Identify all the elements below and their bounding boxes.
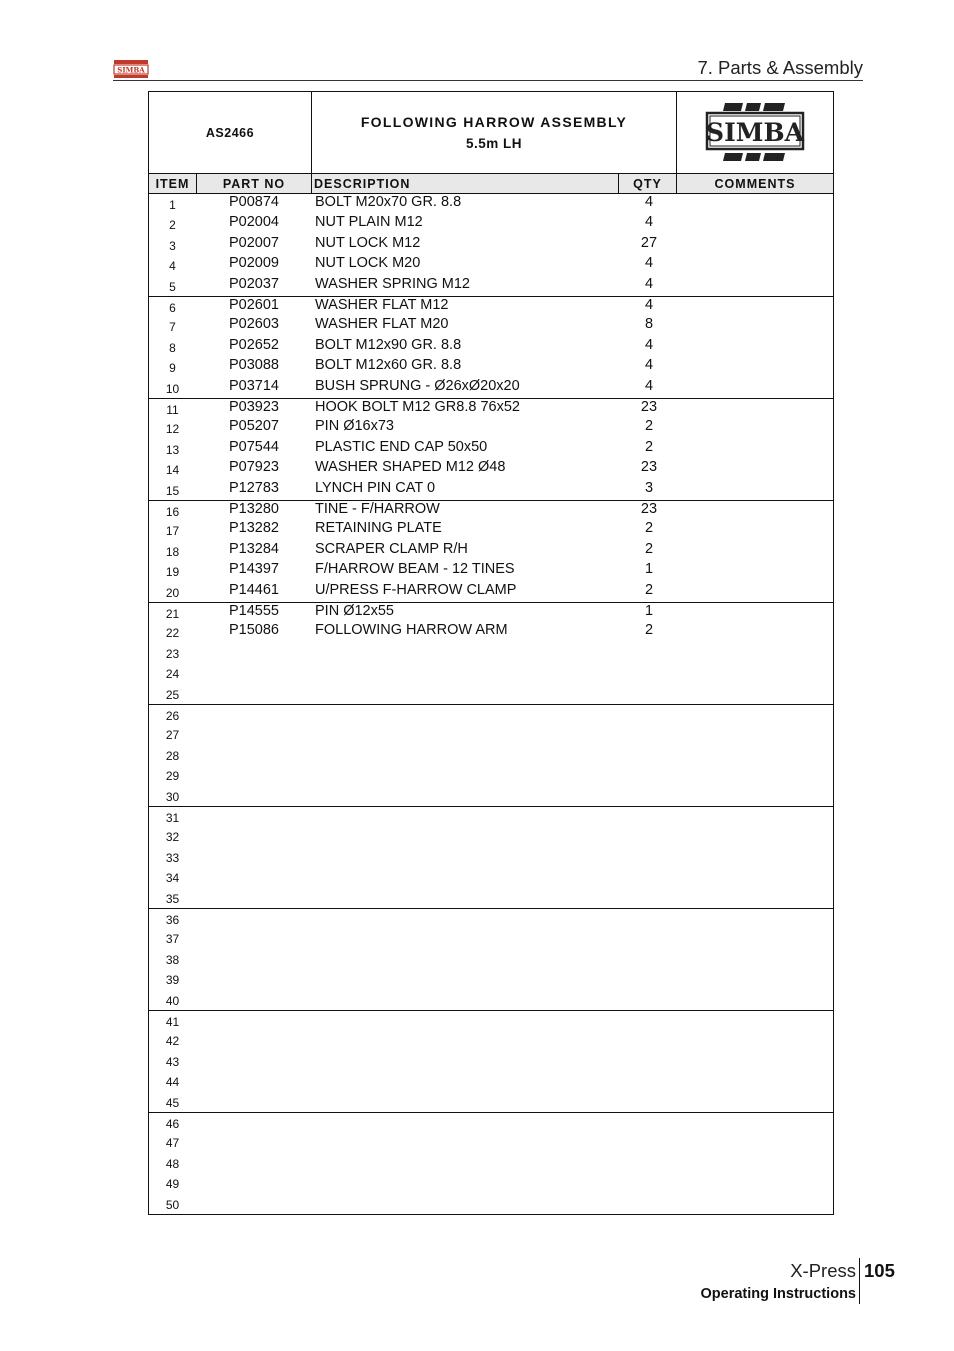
table-row [149, 357, 833, 377]
table-row [149, 296, 833, 317]
part-number: P13284 [229, 540, 279, 557]
col-qty-header: QTY [619, 174, 677, 193]
table-row [149, 847, 833, 867]
part-quantity: 2 [644, 520, 654, 537]
part-description: TINE - F/HARROW [315, 501, 440, 517]
part-quantity: 2 [644, 540, 654, 557]
item-number: 15 [165, 483, 180, 498]
table-row [149, 786, 833, 806]
table-row [149, 826, 833, 846]
part-description: WASHER SHAPED M12 Ø48 [315, 459, 506, 476]
item-number: 46 [165, 1117, 180, 1131]
col-part-header: PART NO [197, 174, 312, 193]
part-description: BOLT M20x70 GR. 8.8 [315, 194, 462, 210]
part-description: PIN Ø16x73 [315, 418, 394, 435]
table-row [149, 194, 833, 214]
part-number: P02009 [229, 255, 279, 272]
table-row [149, 1071, 833, 1091]
part-description: WASHER FLAT M20 [315, 316, 449, 333]
table-row [149, 582, 833, 602]
part-quantity: 2 [644, 581, 654, 598]
part-quantity: 1 [644, 561, 654, 578]
item-number: 42 [165, 1034, 180, 1049]
part-description: FOLLOWING HARROW ARM [315, 622, 508, 639]
part-quantity: 4 [644, 377, 654, 394]
item-number: 27 [165, 728, 180, 743]
item-number: 48 [165, 1156, 180, 1171]
simba-logo [677, 92, 833, 173]
item-number: 3 [169, 238, 176, 253]
column-header-row [149, 174, 833, 194]
item-number: 20 [165, 585, 180, 600]
table-row [149, 1153, 833, 1173]
assembly-title-box [149, 92, 833, 174]
item-number: 36 [165, 913, 180, 927]
assembly-subtitle: 5.5m LH [465, 136, 523, 151]
part-description: PIN Ø12x55 [315, 603, 394, 619]
table-row [149, 214, 833, 234]
item-number: 32 [165, 830, 180, 845]
item-number: 4 [169, 259, 176, 274]
part-number: P07923 [229, 459, 279, 476]
table-row [149, 378, 833, 398]
part-quantity: 23 [640, 459, 658, 476]
header-rule [113, 80, 863, 81]
part-number: P03923 [229, 399, 279, 415]
item-number: 49 [165, 1177, 180, 1192]
part-number: P14555 [229, 603, 279, 619]
item-number: 24 [165, 667, 180, 682]
table-row [149, 418, 833, 438]
part-number: P13280 [229, 501, 279, 517]
table-row [149, 480, 833, 500]
part-number: P00874 [229, 194, 279, 210]
item-number: 40 [165, 993, 180, 1008]
part-description: WASHER FLAT M12 [315, 297, 449, 313]
part-quantity: 2 [644, 438, 654, 455]
part-description: U/PRESS F-HARROW CLAMP [315, 581, 517, 598]
item-number: 44 [165, 1075, 180, 1090]
part-number: P13282 [229, 520, 279, 537]
part-description: WASHER SPRING M12 [315, 275, 470, 292]
table-row [149, 1051, 833, 1071]
item-number: 8 [169, 340, 176, 355]
table-row [149, 990, 833, 1010]
part-number: P02037 [229, 275, 279, 292]
part-quantity: 1 [644, 603, 654, 619]
part-quantity: 27 [640, 234, 658, 251]
table-row [149, 500, 833, 521]
part-quantity: 2 [644, 622, 654, 639]
table-row [149, 1010, 833, 1031]
part-description: NUT LOCK M20 [315, 255, 421, 272]
item-number: 30 [165, 789, 180, 804]
item-number: 28 [165, 748, 180, 763]
table-row [149, 1092, 833, 1112]
item-number: 22 [165, 626, 180, 641]
part-quantity: 23 [640, 501, 658, 517]
table-row [149, 928, 833, 948]
col-comments-header: COMMENTS [714, 177, 796, 191]
part-number: P05207 [229, 418, 279, 435]
table-row [149, 704, 833, 725]
part-quantity: 4 [644, 214, 654, 231]
part-description: RETAINING PLATE [315, 520, 442, 537]
item-number: 38 [165, 952, 180, 967]
item-number: 47 [165, 1136, 180, 1151]
table-row [149, 663, 833, 683]
part-description: LYNCH PIN CAT 0 [315, 479, 436, 496]
table-row [149, 1194, 833, 1214]
item-number: 5 [169, 279, 176, 294]
item-number: 35 [165, 891, 180, 906]
item-number: 13 [165, 442, 180, 457]
footer-divider [859, 1258, 860, 1304]
table-row [149, 643, 833, 663]
table-row [149, 908, 833, 929]
part-number: P12783 [229, 479, 279, 496]
table-row [149, 806, 833, 827]
svg-text:SIMBA: SIMBA [117, 65, 145, 75]
part-number: P14461 [229, 581, 279, 598]
item-number: 23 [165, 646, 180, 661]
table-row [149, 439, 833, 459]
table-row [149, 235, 833, 255]
table-row [149, 337, 833, 357]
part-number: P07544 [229, 438, 279, 455]
item-number: 7 [169, 320, 176, 335]
part-number: P14397 [229, 561, 279, 578]
part-number: P03088 [229, 357, 279, 374]
part-description: SCRAPER CLAMP R/H [315, 540, 468, 557]
item-number: 37 [165, 932, 180, 947]
footer-model: X-Press [790, 1260, 856, 1281]
table-row [149, 602, 833, 623]
part-description: PLASTIC END CAP 50x50 [315, 438, 488, 455]
part-description: NUT LOCK M12 [315, 234, 421, 251]
part-quantity: 23 [640, 399, 658, 415]
item-number: 18 [165, 544, 180, 559]
part-number: P02007 [229, 234, 279, 251]
item-number: 19 [165, 565, 180, 580]
item-number: 2 [169, 218, 176, 233]
table-row [149, 1132, 833, 1152]
table-row [149, 276, 833, 296]
table-row [149, 684, 833, 704]
item-number: 41 [165, 1015, 180, 1029]
section-title: 7. Parts & Assembly [697, 57, 863, 78]
item-number: 29 [165, 769, 180, 784]
item-number: 6 [169, 301, 176, 315]
item-number: 1 [169, 198, 176, 212]
item-number: 50 [165, 1197, 180, 1212]
part-quantity: 4 [644, 357, 654, 374]
part-description: BOLT M12x90 GR. 8.8 [315, 336, 462, 353]
item-number: 25 [165, 687, 180, 702]
col-desc-header: DESCRIPTION [312, 174, 619, 193]
item-number: 12 [165, 422, 180, 437]
item-number: 45 [165, 1095, 180, 1110]
table-row [149, 949, 833, 969]
part-number: P02004 [229, 214, 279, 231]
assembly-code: AS2466 [149, 92, 312, 173]
part-quantity: 2 [644, 418, 654, 435]
table-row [149, 520, 833, 540]
item-number: 34 [165, 871, 180, 886]
part-number: P02652 [229, 336, 279, 353]
table-row [149, 745, 833, 765]
table-row [149, 969, 833, 989]
page-number: 105 [864, 1260, 895, 1281]
table-row [149, 622, 833, 642]
part-quantity: 8 [644, 316, 654, 333]
part-description: BOLT M12x60 GR. 8.8 [315, 357, 462, 374]
item-number: 43 [165, 1054, 180, 1069]
item-number: 26 [165, 709, 180, 723]
part-number: P02601 [229, 297, 279, 313]
table-row [149, 459, 833, 479]
item-number: 31 [165, 811, 180, 825]
table-row [149, 867, 833, 887]
footer-subtitle: Operating Instructions [700, 1286, 856, 1302]
table-row [149, 1112, 833, 1133]
part-description: BUSH SPRUNG - Ø26xØ20x20 [315, 377, 520, 394]
part-quantity: 4 [644, 336, 654, 353]
item-number: 9 [169, 361, 176, 376]
table-row [149, 1030, 833, 1050]
item-number: 14 [165, 463, 180, 478]
item-number: 11 [166, 403, 179, 417]
table-row [149, 541, 833, 561]
col-item-header: ITEM [149, 174, 197, 193]
item-number: 39 [165, 973, 180, 988]
table-row [149, 561, 833, 581]
part-quantity: 4 [644, 297, 654, 313]
item-number: 17 [165, 524, 180, 539]
part-description: NUT PLAIN M12 [315, 214, 423, 231]
part-number: P02603 [229, 316, 279, 333]
part-quantity: 3 [644, 479, 654, 496]
part-number: P15086 [229, 622, 279, 639]
simba-logo-icon [705, 101, 805, 165]
table-row [149, 724, 833, 744]
table-row [149, 398, 833, 419]
assembly-title: FOLLOWING HARROW ASSEMBLY [360, 114, 628, 130]
parts-table [148, 91, 834, 1215]
part-number: P03714 [229, 377, 279, 394]
item-number: 33 [165, 850, 180, 865]
part-description: F/HARROW BEAM - 12 TINES [315, 561, 515, 578]
item-number: 21 [165, 607, 180, 621]
assembly-title-block [312, 92, 677, 173]
table-row [149, 255, 833, 275]
part-quantity: 4 [644, 255, 654, 272]
table-row [149, 888, 833, 908]
table-row [149, 1173, 833, 1193]
table-row [149, 316, 833, 336]
item-number: 16 [165, 505, 180, 519]
part-quantity: 4 [644, 275, 654, 292]
simba-small-logo-icon [113, 59, 149, 79]
item-number: 10 [165, 381, 180, 396]
table-row [149, 765, 833, 785]
svg-text:SIMBA: SIMBA [706, 117, 804, 147]
part-quantity: 4 [644, 194, 654, 210]
part-description: HOOK BOLT M12 GR8.8 76x52 [315, 399, 520, 415]
